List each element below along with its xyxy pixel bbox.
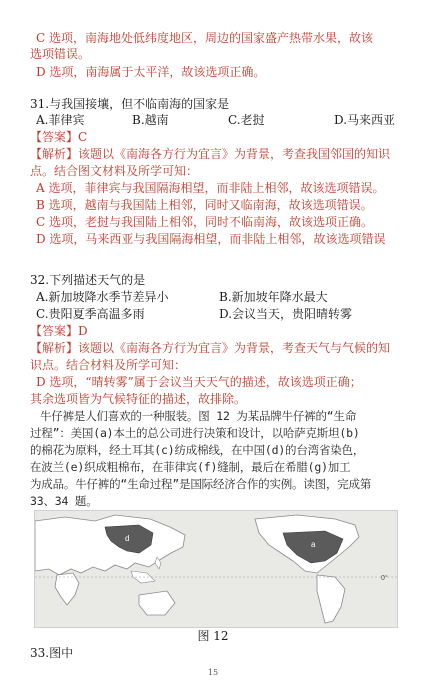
passage-line: 33、34 题。 — [30, 494, 98, 508]
question-32-options-row1 — [36, 289, 402, 305]
q31-option-c: C.老挝 — [228, 113, 265, 127]
q32-option-b: B.新加坡年降水最大 — [219, 290, 328, 304]
q31-analysis-b: B 选项，越南与我国陆上相邻，同时又临南海，故该选项错误。 — [36, 198, 373, 212]
option-c-explanation-line2: 选项错误。 — [30, 47, 91, 61]
q32-analysis-d-line2: 其余选项皆为气候特征的描述，故排除。 — [30, 392, 247, 406]
q31-analysis-a: A 选项，菲律宾与我国隔海相望，而非陆上相邻，故该选项错误。 — [36, 181, 385, 195]
map-axis-label: 0° — [381, 575, 388, 582]
q31-analysis-c: C 选项，老挝与我国陆上相邻，同时不临南海，故该选项正确。 — [36, 215, 373, 229]
question-32-options-row2 — [36, 306, 402, 322]
passage-line: 牛仔裤是人们喜欢的一种服装。图 12 为某品牌牛仔裤的“生命 — [40, 409, 357, 423]
q32-answer: 【答案】D — [30, 324, 88, 338]
q32-analysis-line2: 识点。结合材料及所学可知： — [30, 358, 187, 372]
question-31-stem: 31.与我国接壤，但不临南海的国家是 — [30, 97, 230, 111]
q32-option-c: C.贵阳夏季高温多雨 — [36, 307, 145, 321]
question-33-stem: 33.图中 — [30, 646, 74, 660]
q31-answer: 【答案】C — [30, 130, 88, 144]
q31-option-d: D.马来西亚 — [334, 113, 396, 127]
page-number: 15 — [207, 668, 219, 677]
q32-option-d: D.会议当天，贵阳晴转雾 — [219, 307, 353, 321]
q31-analysis-line2: 点。结合图文材料及所学可知： — [30, 164, 199, 178]
passage-line: 在波兰(e)织成粗棉布，在菲律宾(f)缝制，最后在希腊(g)加工 — [30, 460, 351, 474]
question-32-stem: 32.下列描述天气的是 — [30, 273, 146, 287]
passage-line: 的棉花为原料，经土耳其(c)纺成棉线，在中国(d)的台湾省染色， — [30, 443, 365, 457]
q31-option-b: B.越南 — [132, 113, 169, 127]
jeans-passage — [30, 408, 404, 510]
question-31-options — [36, 112, 402, 128]
passage-line: 过程”：美国(a)本土的总公司进行决策和设计，以哈萨克斯坦(b) — [30, 426, 360, 440]
option-c-explanation-line1: C 选项，南海地处低纬度地区，周边的国家盛产热带水果，故该 — [36, 31, 373, 45]
figure-caption: 图 12 — [197, 629, 229, 643]
map-label-a: a — [311, 540, 316, 549]
q32-analysis-line1: 【解析】该题以《南海各方行为宜言》为背景，考查天气与气候的知 — [30, 341, 391, 355]
map-label-d: d — [125, 534, 130, 543]
q31-option-a: A.菲律宾 — [36, 113, 85, 127]
option-d-explanation: D 选项，南海属于太平洋，故该选项正确。 — [36, 65, 266, 79]
world-map-svg — [35, 511, 397, 627]
q31-analysis-d: D 选项，马来西亚与我国隔海相望，而非陆上相邻，故该选项错误 — [36, 232, 386, 246]
q32-analysis-d-line1: D 选项，“晴转雾”属于会议当天天气的描述，故该选项正确； — [36, 375, 362, 389]
passage-line: 为成品。牛仔裤的“生命过程”是国际经济合作的实例。读图，完成第 — [30, 477, 372, 491]
world-map-figure — [34, 510, 398, 628]
q32-option-a: A.新加坡降水季节差异小 — [36, 290, 169, 304]
q31-analysis-line1: 【解析】该题以《南海各方行为宜言》为背景，考查我国邻国的知识 — [30, 147, 391, 161]
